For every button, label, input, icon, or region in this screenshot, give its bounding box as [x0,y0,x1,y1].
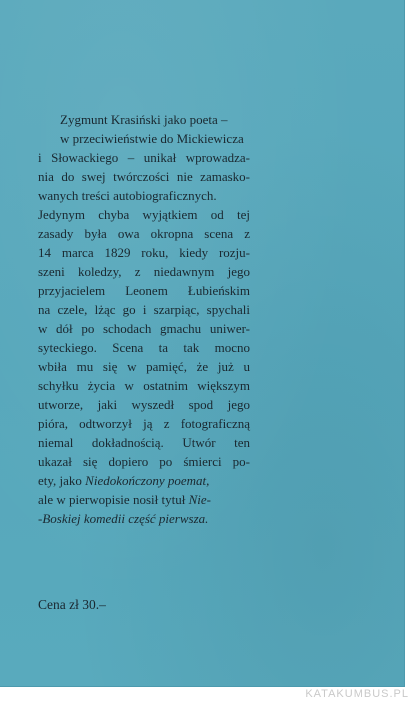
blurb-line: wbiła mu się w pamięć, że już u [38,359,250,374]
blurb-line: wanych treści autobiograficznych. [38,188,217,203]
cover-blurb [38,110,250,528]
price-label: Cena zł 30.– [38,597,106,612]
blurb-line: utworze, jaki wyszedł spod jego [38,397,250,412]
title-nie-boskiej-end: -Boskiej komedii część pierwsza. [38,511,209,526]
blurb-line: w dół po schodach gmachu uniwer- [38,321,250,336]
blurb-line [38,509,250,528]
blurb-line: Jedynym chyba wyjątkiem od tej [38,207,250,222]
blurb-text: ale w pierwopisie nosił tytuł [38,492,189,507]
blurb-line: ukazał się dopiero po śmierci po- [38,454,250,469]
blurb-line: na czele, lżąc go i szarpiąc, spychali [38,302,250,317]
title-niedokonczony-poemat: Niedokończony poemat, [85,473,210,488]
blurb-line: zasady była owa okropna scena z [38,226,250,241]
blurb-line [38,471,250,490]
title-nie-boskiej-start: Nie- [188,492,211,507]
blurb-line: szeni koledzy, z niedawnym jego [38,264,250,279]
blurb-line: 14 marca 1829 roku, kiedy rozju- [38,245,250,260]
blurb-line: przyjacielem Leonem Łubieńskim [38,283,250,298]
watermark: KATAKUMBUS.PL [305,688,409,700]
blurb-line: w przeciwieństwie do Mickiewicza [60,131,244,146]
blurb-line [38,490,250,509]
blurb-line: i Słowackiego – unikał wprowadza- [38,150,250,165]
blurb-line: syteckiego. Scena ta tak mocno [38,340,250,355]
blurb-line: nia do swej twórczości nie zamasko- [38,169,250,184]
blurb-text: ety, jako [38,473,86,488]
blurb-line: niemal dokładnością. Utwór ten [38,435,250,450]
blurb-line: pióra, odtworzył ją z fotograficzną [38,416,250,431]
blurb-line: schyłku życia w ostatnim większym [38,378,250,393]
blurb-line: Zygmunt Krasiński jako poeta – [60,112,228,127]
